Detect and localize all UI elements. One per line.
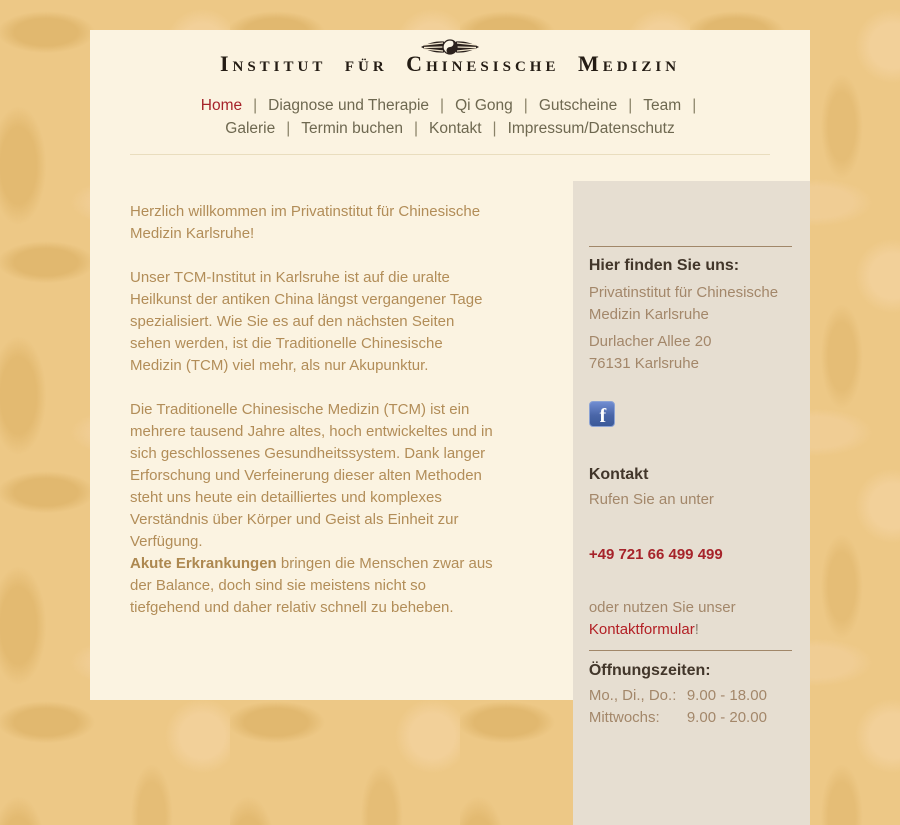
hours-time: 9.00 - 18.00 bbox=[686, 687, 767, 705]
site-title: Institut für Chinesische Medizin bbox=[219, 51, 681, 76]
nav-separator: | bbox=[523, 97, 528, 115]
sidebar-divider-top bbox=[589, 246, 792, 247]
contact-heading: Kontakt bbox=[588, 466, 649, 484]
nav-separator: | bbox=[286, 120, 291, 138]
find-us-heading: Hier finden Sie uns: bbox=[588, 257, 740, 275]
org-name-line2: Medizin Karlsruhe bbox=[588, 306, 709, 324]
address-street: Durlacher Allee 20 bbox=[588, 333, 712, 351]
acute-paragraph-lead: Akute Erkrankungen bbox=[130, 555, 277, 573]
nav-item-impressum-datenschutz[interactable]: Impressum/Datenschutz bbox=[507, 120, 675, 138]
nav-item-galerie[interactable]: Galerie bbox=[225, 120, 276, 138]
hours-row bbox=[589, 685, 792, 707]
nav-item-home[interactable]: Home bbox=[200, 97, 243, 115]
hours-days: Mo., Di., Do.: bbox=[588, 687, 677, 705]
welcome-paragraph: Herzlich willkommen im Privatinstitut für Chinesische Medizin Karlsruhe! bbox=[130, 203, 481, 243]
hours-time: 9.00 - 20.00 bbox=[686, 709, 767, 727]
main-navigation bbox=[90, 94, 810, 140]
nav-row-2 bbox=[90, 117, 810, 140]
nav-item-qi-gong[interactable]: Qi Gong bbox=[455, 97, 513, 115]
contact-form-line bbox=[589, 619, 792, 641]
org-name-line1: Privatinstitut für Chinesische bbox=[588, 284, 779, 302]
contact-alt-text: oder nutzen Sie unser bbox=[588, 599, 736, 617]
welcome-text bbox=[130, 155, 497, 619]
hours-days: Mittwochs: bbox=[588, 709, 660, 727]
nav-separator: | bbox=[253, 97, 258, 115]
main-row bbox=[90, 155, 810, 825]
address-city: 76131 Karlsruhe bbox=[588, 355, 699, 373]
nav-separator: | bbox=[492, 120, 497, 138]
site-header bbox=[90, 30, 810, 76]
contact-sidebar bbox=[573, 181, 810, 825]
hours-row bbox=[589, 707, 792, 729]
sidebar-divider-hours bbox=[589, 650, 792, 651]
facebook-f-glyph: f bbox=[599, 405, 607, 428]
nav-item-gutscheine[interactable]: Gutscheine bbox=[538, 97, 618, 115]
nav-separator: | bbox=[692, 97, 697, 115]
contact-intro: Rufen Sie an unter bbox=[588, 491, 714, 509]
opening-hours-heading: Öffnungszeiten: bbox=[588, 662, 711, 680]
facebook-icon[interactable] bbox=[589, 401, 615, 427]
phone-number: +49 721 66 499 499 bbox=[588, 546, 723, 564]
page-content bbox=[90, 30, 810, 727]
contact-form-link[interactable]: Kontaktformular bbox=[588, 621, 695, 639]
nav-separator: | bbox=[440, 97, 445, 115]
acute-paragraph-rest: bringen die Menschen zwar aus der Balance, doch sind sie meistens nicht so tiefgehend und daher relativ schnell zu beheben. bbox=[130, 555, 493, 617]
nav-item-termin-buchen[interactable]: Termin buchen bbox=[301, 120, 403, 138]
nav-row-1 bbox=[90, 94, 810, 117]
nav-separator: | bbox=[628, 97, 633, 115]
acute-paragraph bbox=[130, 553, 497, 619]
intro-paragraph: Unser TCM-Institut in Karlsruhe ist auf die uralte Heilkunst der antiken China längst vergangener Tage spezialisiert. Wie Sie es auf den nächsten Seiten sehen werden, ist die Traditionelle Chinesische Medizin (TCM) viel mehr, als nur Akupunktur. bbox=[130, 269, 483, 375]
tcm-paragraph: Die Traditionelle Chinesische Medizin (TCM) ist ein mehrere tausend Jahre altes, hoch entwickeltes und in sich geschlossenes Gesundheitssystem. Dank langer Erforschung und Verfeinerung dieser alten Methoden steht uns heute ein detailliertes und komplexes Verständnis über Körper und Geist als Einheit zur Verfügung. bbox=[130, 401, 493, 551]
nav-item-diagnose-und-therapie[interactable]: Diagnose und Therapie bbox=[268, 97, 430, 115]
nav-item-team[interactable]: Team bbox=[643, 97, 682, 115]
nav-separator: | bbox=[413, 120, 418, 138]
nav-item-kontakt[interactable]: Kontakt bbox=[428, 120, 482, 138]
contact-link-suffix: ! bbox=[694, 621, 699, 639]
